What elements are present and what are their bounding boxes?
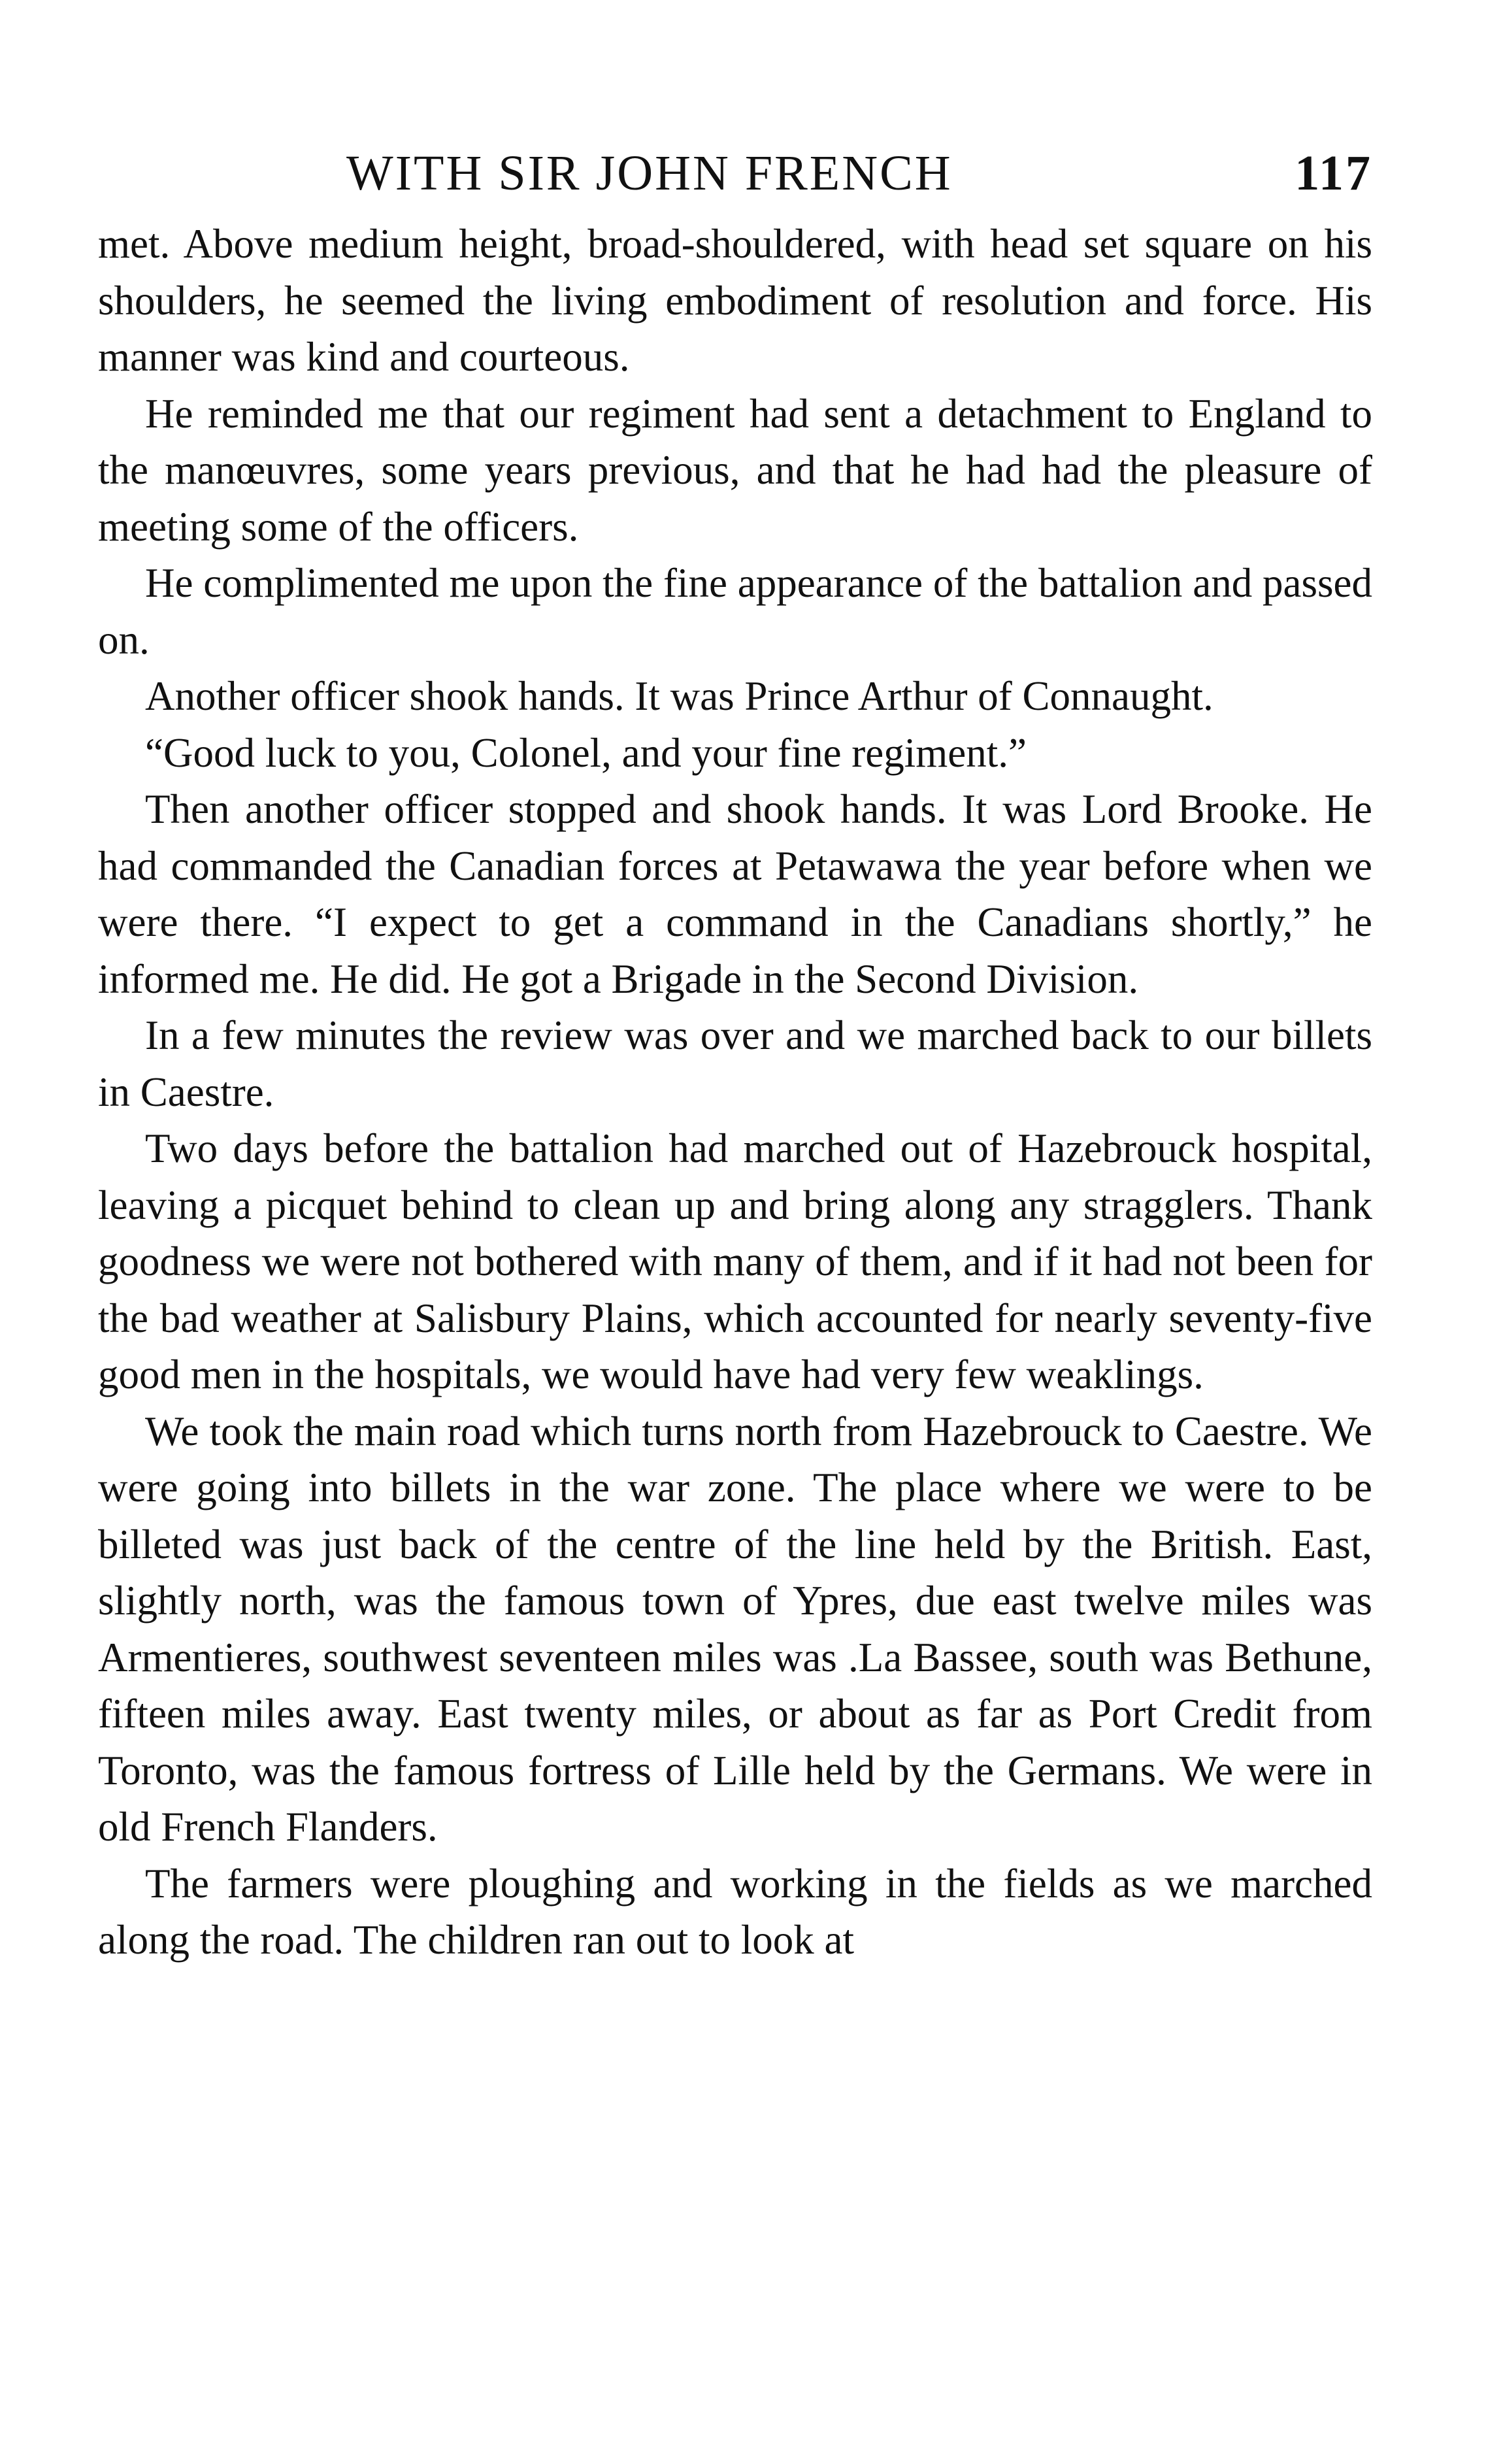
paragraph: Another officer shook hands. It was Prince Arthur of Connaught. <box>145 673 1214 719</box>
paragraph: Then another officer stopped and shook hands. It was Lord Brooke. He had commanded the Canadian forces at Petawawa the year before when we were there. “I expect to get a command in the Canadians shortly,” he informed me. He did. He got a Brigade in the Second Division. <box>98 786 1372 1002</box>
paragraph: Two days before the battalion had marched out of Hazebrouck hospital, leaving a picquet behind to clean up and bring along any stragglers. Thank goodness we were not bothered with many of them, and if it had not been for the bad weather at Salisbury Plains, which accounted for nearly seventy-five good men in the hospitals, we would have had very few weaklings. <box>98 1125 1372 1397</box>
paragraph: “Good luck to you, Colonel, and your fine regiment.” <box>145 729 1027 776</box>
running-head <box>98 131 1372 216</box>
paragraph: met. Above medium height, broad-shouldered, with head set square on his shoulders, he seemed the living embodiment of resolution and force. His manner was kind and courteous. <box>98 221 1372 380</box>
body-text <box>98 216 1372 1969</box>
book-page <box>98 131 1372 1969</box>
paragraph: He complimented me upon the fine appearance of the battalion and passed on. <box>98 560 1372 663</box>
page-number: 117 <box>1295 146 1372 201</box>
paragraph: We took the main road which turns north from Hazebrouck to Caestre. We were going into billets in the war zone. The place where we were to be billeted was just back of the centre of the line held by the British. East, slightly north, was the famous town of Ypres, due east twelve miles was Armentieres, southwest seventeen miles was .La Bassee, south was Bethune, fifteen miles away. East twenty miles, or about as far as Port Credit from Toronto, was the famous fortress of Lille held by the Germans. We were in old French Flanders. <box>98 1408 1372 1850</box>
running-title: WITH SIR JOHN FRENCH <box>346 146 953 201</box>
paragraph: The farmers were ploughing and working in the fields as we marched along the road. The children ran out to look at <box>98 1860 1372 1963</box>
paragraph: In a few minutes the review was over and we marched back to our billets in Caestre. <box>98 1012 1372 1115</box>
paragraph: He reminded me that our regiment had sent a detachment to England to the manœuvres, some years previous, and that he had had the pleasure of meeting some of the officers. <box>98 390 1372 550</box>
